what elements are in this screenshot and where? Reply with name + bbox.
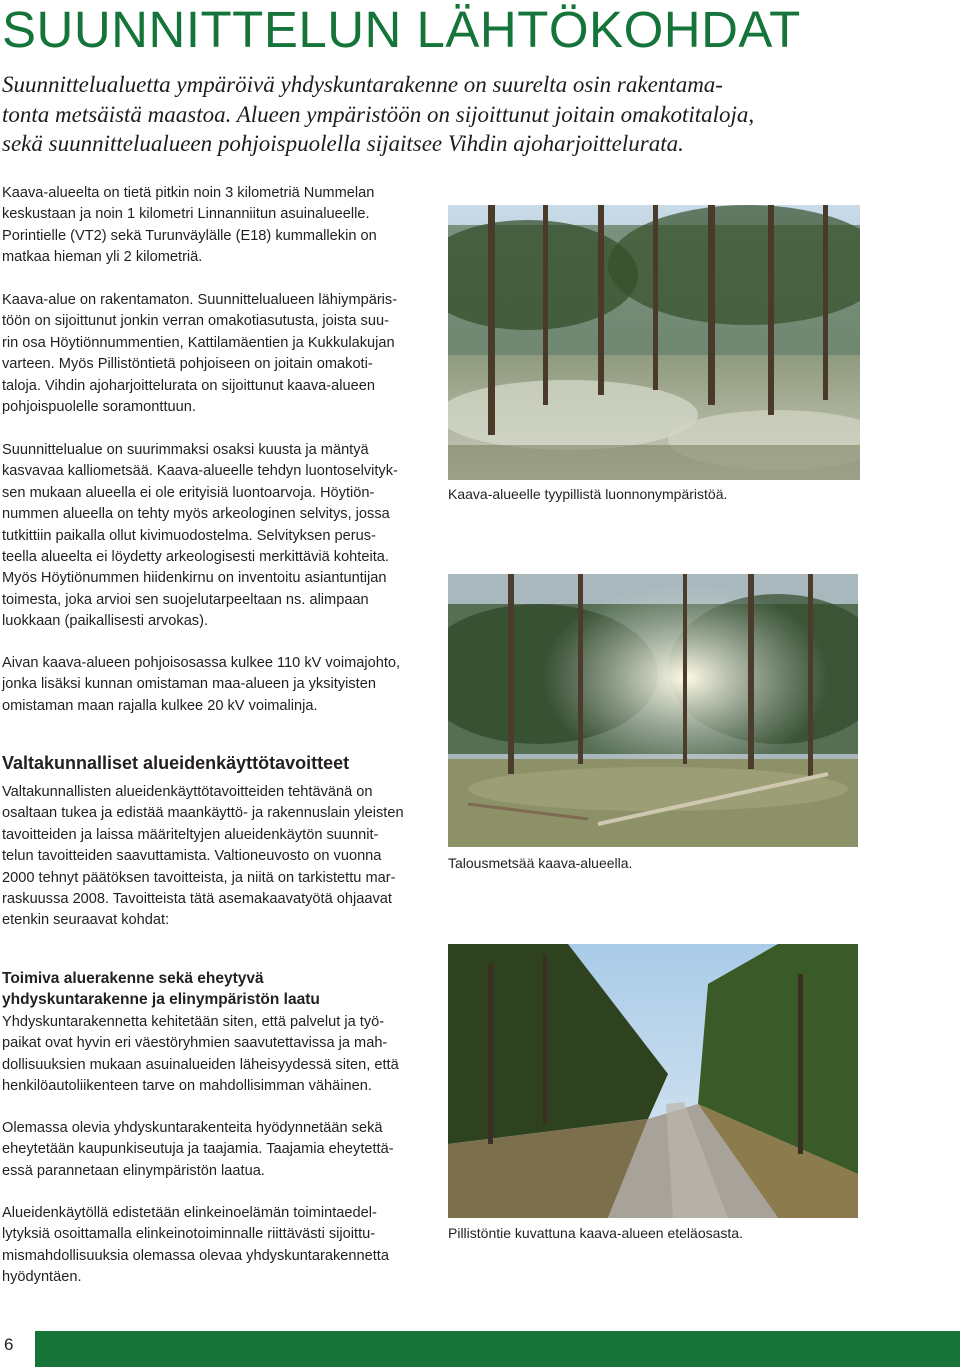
text-line: taloja. Vihdin ajoharjoittelurata on sijoittunut kaava-alueen [2,377,375,394]
heading-line: yhdyskuntarakenne ja elinympäristön laatu [2,991,320,1008]
text-line: Olemassa olevia yhdyskuntarakenteita hyödynnetään sekä [2,1120,383,1136]
text-line: telun tavoitteiden saavuttamista. Valtioneuvosto on vuonna [2,848,382,865]
text-line: Yhdyskuntarakennetta kehitetään siten, että palvelut ja työ- [2,1014,385,1030]
text-line: Kaava-alue on rakentamaton. Suunnittelualueen lähiympäris- [2,292,398,308]
paragraph-settlement [2,290,397,418]
photo-caption: Kaava-alueelle tyypillistä luonnonympäristöä. [448,486,728,502]
text-line: Porintielle (VT2) sekä Turunväylälle (E18) kummallekin on [2,227,377,244]
text-line: Valtakunnallisten alueidenkäyttötavoitteiden tehtävänä on [2,784,373,800]
text-line: Alueidenkäytöllä edistetään elinkeinoelämän toimintaedel- [2,1205,377,1221]
paragraph-distances [2,183,377,269]
text-line: rin osa Höytiönnummentien, Kattilamäentien ja Kukkulakujan [2,334,395,351]
text-line: essä parannetaan elinympäristön laatua. [2,1162,265,1179]
paragraph-business [2,1203,389,1289]
text-line: Suunnittelualue on suurimmaksi osaksi kuusta ja mäntyä [2,442,369,458]
text-line: dollisuuksien mukaan asuinalueiden läheisyydessä siten, että [2,1056,399,1073]
page-number: 6 [4,1335,14,1354]
text-line: kasvavaa kalliometsää. Kaava-alueelle tehdyn luontoselvityk- [2,463,398,480]
footer-bar [35,1331,960,1367]
photo-caption: Talousmetsää kaava-alueella. [448,855,633,871]
text-line: Kaava-alueelta on tietä pitkin noin 3 kilometriä Nummelan [2,185,375,201]
text-line: mismahdollisuuksia olemassa olevaa yhdyskuntarakennetta [2,1247,389,1264]
text-line: tavoitteiden ja laissa määriteltyjen alueidenkäytön suunnit- [2,826,379,843]
text-line: lytyksiä osoittamalla elinkeinotoiminnalle riittävästi sijoittu- [2,1226,376,1243]
photo-natural-forest [448,205,860,480]
photo-caption: Pillistöntie kuvattuna kaava-alueen eteläosasta. [448,1225,743,1241]
text-line: nummen alueella on tehty myös arkeologinen selvitys, jossa [2,506,390,523]
page-title: SUUNNITTELUN LÄHTÖKOHDAT [2,1,801,58]
text-line: henkilöautoliikenteen tarve on mahdollisimman vähäinen. [2,1078,372,1095]
lead-paragraph [2,70,862,159]
text-line: Myös Höytiönummen hiidenkirnu on inventoitu asiantuntijan [2,570,387,587]
paragraph-community-structure [2,1012,399,1098]
photo-managed-forest [448,574,858,847]
lead-line: tonta metsäistä maastoa. Alueen ympäristöön on sijoittunut joitain omakotitaloja, [2,101,755,127]
text-line: Aivan kaava-alueen pohjoisosassa kulkee 110 kV voimajohto, [2,655,401,671]
text-line: osaltaan tukea ja edistää maankäyttö- ja rakennuslain yleisten [2,805,404,822]
text-line: omistaman maan rajalla kulkee 20 kV voimalinja. [2,697,318,714]
paragraph-existing-structures [2,1118,394,1182]
paragraph-nature [2,440,398,633]
text-line: paikat ovat hyvin eri väestöryhmien saavutettavissa ja mah- [2,1035,388,1052]
text-line: matkaa hieman yli 2 kilometriä. [2,249,203,266]
section-heading: Valtakunnalliset alueidenkäyttötavoitteet [2,753,350,773]
text-line: teella alueelta ei löydetty arkeologisesti merkittäviä kohteita. [2,549,389,566]
text-line: jonka lisäksi kunnan omistaman maa-alueen ja yksityisten [2,676,376,693]
text-line: töön on sijoittunut jonkin verran omakotiasutusta, joista suu- [2,313,389,330]
text-line: luokkaan (paikallisesti arvokas). [2,613,209,630]
text-line: etenkin seuraavat kohdat: [2,912,170,929]
paragraph-powerlines [2,653,400,717]
text-line: sen mukaan alueella ei ole erityisiä luontoarvoja. Höytiön- [2,484,375,501]
text-line: 2000 tehnyt päätöksen tavoitteista, ja niitä on tarkistettu mar- [2,869,396,886]
text-line: eheytetään kaupunkiseutuja ja taajamia. Taajamia eheytettä- [2,1141,394,1158]
paragraph-national-goals [2,782,404,932]
text-line: hyödyntäen. [2,1269,82,1286]
text-line: keskustaan ja noin 1 kilometri Linnanniitun asuinalueelle. [2,206,370,223]
text-line: raskuussa 2008. Tavoitteista tätä asemakaavatyötä ohjaavat [2,891,392,908]
subsection-heading [2,968,320,1010]
text-line: pohjoispuolelle soramonttuun. [2,399,196,416]
lead-line: Suunnittelualuetta ympäröivä yhdyskuntarakenne on suurelta osin rakentama- [2,72,723,97]
text-line: tutkittiin paikalla ollut kivimuodostelma. Selvityksen perus- [2,527,376,544]
photo-road [448,944,858,1218]
heading-line: Toimiva aluerakenne sekä eheytyvä [2,970,264,987]
text-line: toimesta, joka arvioi sen suojelutarpeeltaan ns. alimpaan [2,591,369,608]
lead-line: sekä suunnittelualueen pohjoispuolella sijaitsee Vihdin ajoharjoittelurata. [2,131,684,156]
text-line: varteen. Myös Pillistöntietä pohjoiseen on joitain omakoti- [2,356,373,373]
